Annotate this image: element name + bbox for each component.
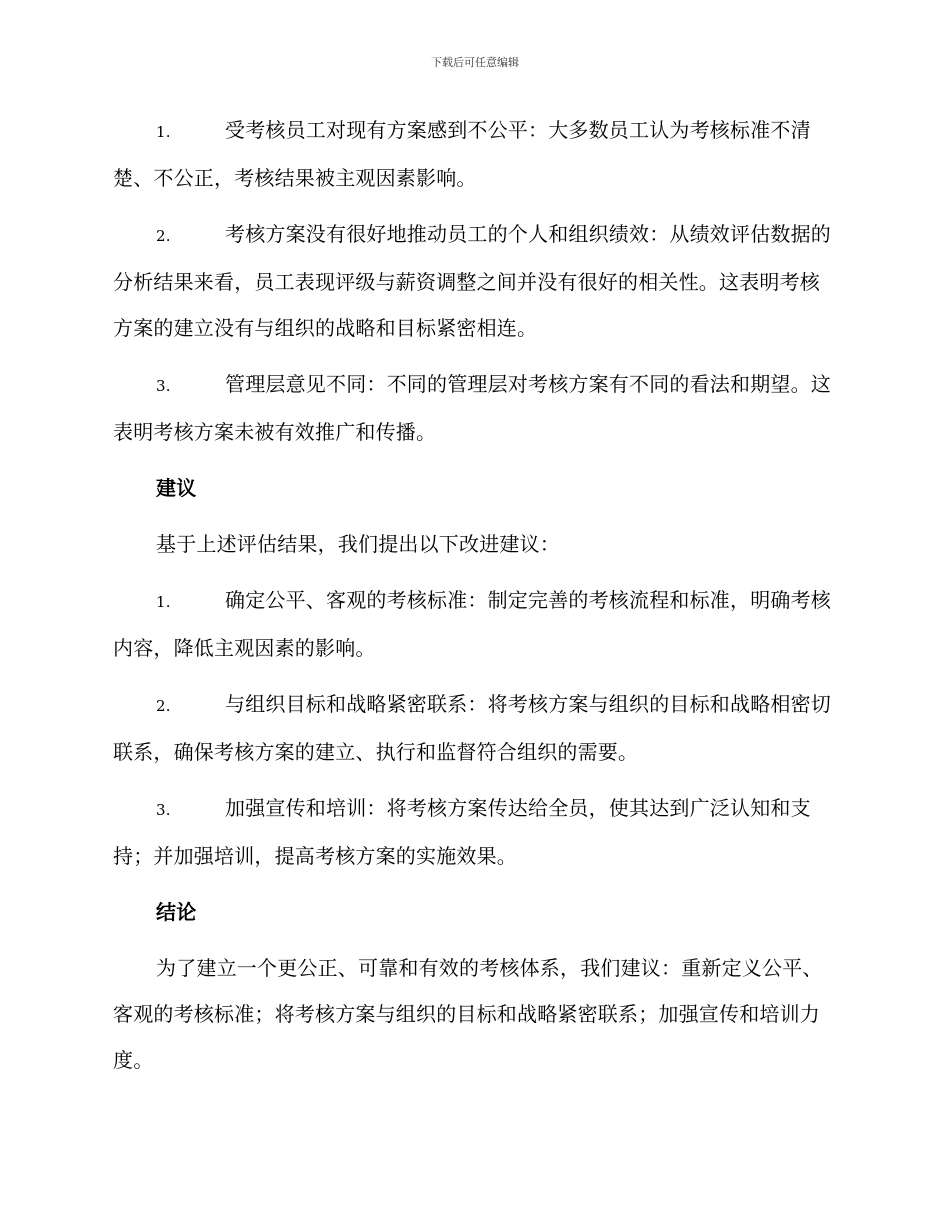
suggestion-item-3	[113, 785, 835, 879]
list-text: 受考核员工对现有方案感到不公平：大多数员工认为考核标准不清楚、不公正，考核结果被主观因素影响。	[113, 118, 811, 190]
list-number: 3.	[156, 377, 171, 395]
list-text: 确定公平、客观的考核标准：制定完善的考核流程和标准，明确考核内容，降低主观因素的影响。	[113, 588, 831, 660]
list-number: 1.	[156, 593, 171, 611]
suggestions-intro: 基于上述评估结果，我们提出以下改进建议：	[156, 532, 560, 556]
suggestion-item-2	[113, 681, 835, 775]
list-number: 2.	[156, 697, 171, 715]
document-body	[113, 107, 835, 1093]
section-heading-conclusion: 结论	[156, 900, 197, 924]
list-text: 与组织目标和战略紧密联系：将考核方案与组织的目标和战略相密切联系，确保考核方案的建立、执行和监督符合组织的需要。	[113, 692, 831, 764]
list-text: 考核方案没有很好地推动员工的个人和组织绩效：从绩效评估数据的分析结果来看，员工表现评级与薪资调整之间并没有很好的相关性。这表明考核方案的建立没有与组织的战略和目标紧密相连。	[113, 222, 831, 340]
list-number: 2.	[156, 227, 171, 245]
suggestion-item-1	[113, 577, 835, 671]
problem-item-1	[113, 107, 835, 201]
problem-item-2	[113, 211, 835, 351]
list-number: 1.	[156, 123, 171, 141]
page-header: 下载后可任意编辑	[431, 56, 519, 69]
conclusion-text: 为了建立一个更公正、可靠和有效的考核体系，我们建议：重新定义公平、客观的考核标准；将考核方案与组织的目标和战略紧密联系；加强宣传和培训力度。	[113, 956, 823, 1072]
list-text: 管理层意见不同：不同的管理层对考核方案有不同的看法和期望。这表明考核方案未被有效推广和传播。	[113, 372, 831, 444]
list-text: 加强宣传和培训：将考核方案传达给全员，使其达到广泛认知和支持；并加强培训，提高考核方案的实施效果。	[113, 796, 811, 868]
section-heading-suggestions: 建议	[156, 476, 197, 500]
list-number: 3.	[156, 801, 171, 819]
problem-item-3	[113, 361, 835, 455]
